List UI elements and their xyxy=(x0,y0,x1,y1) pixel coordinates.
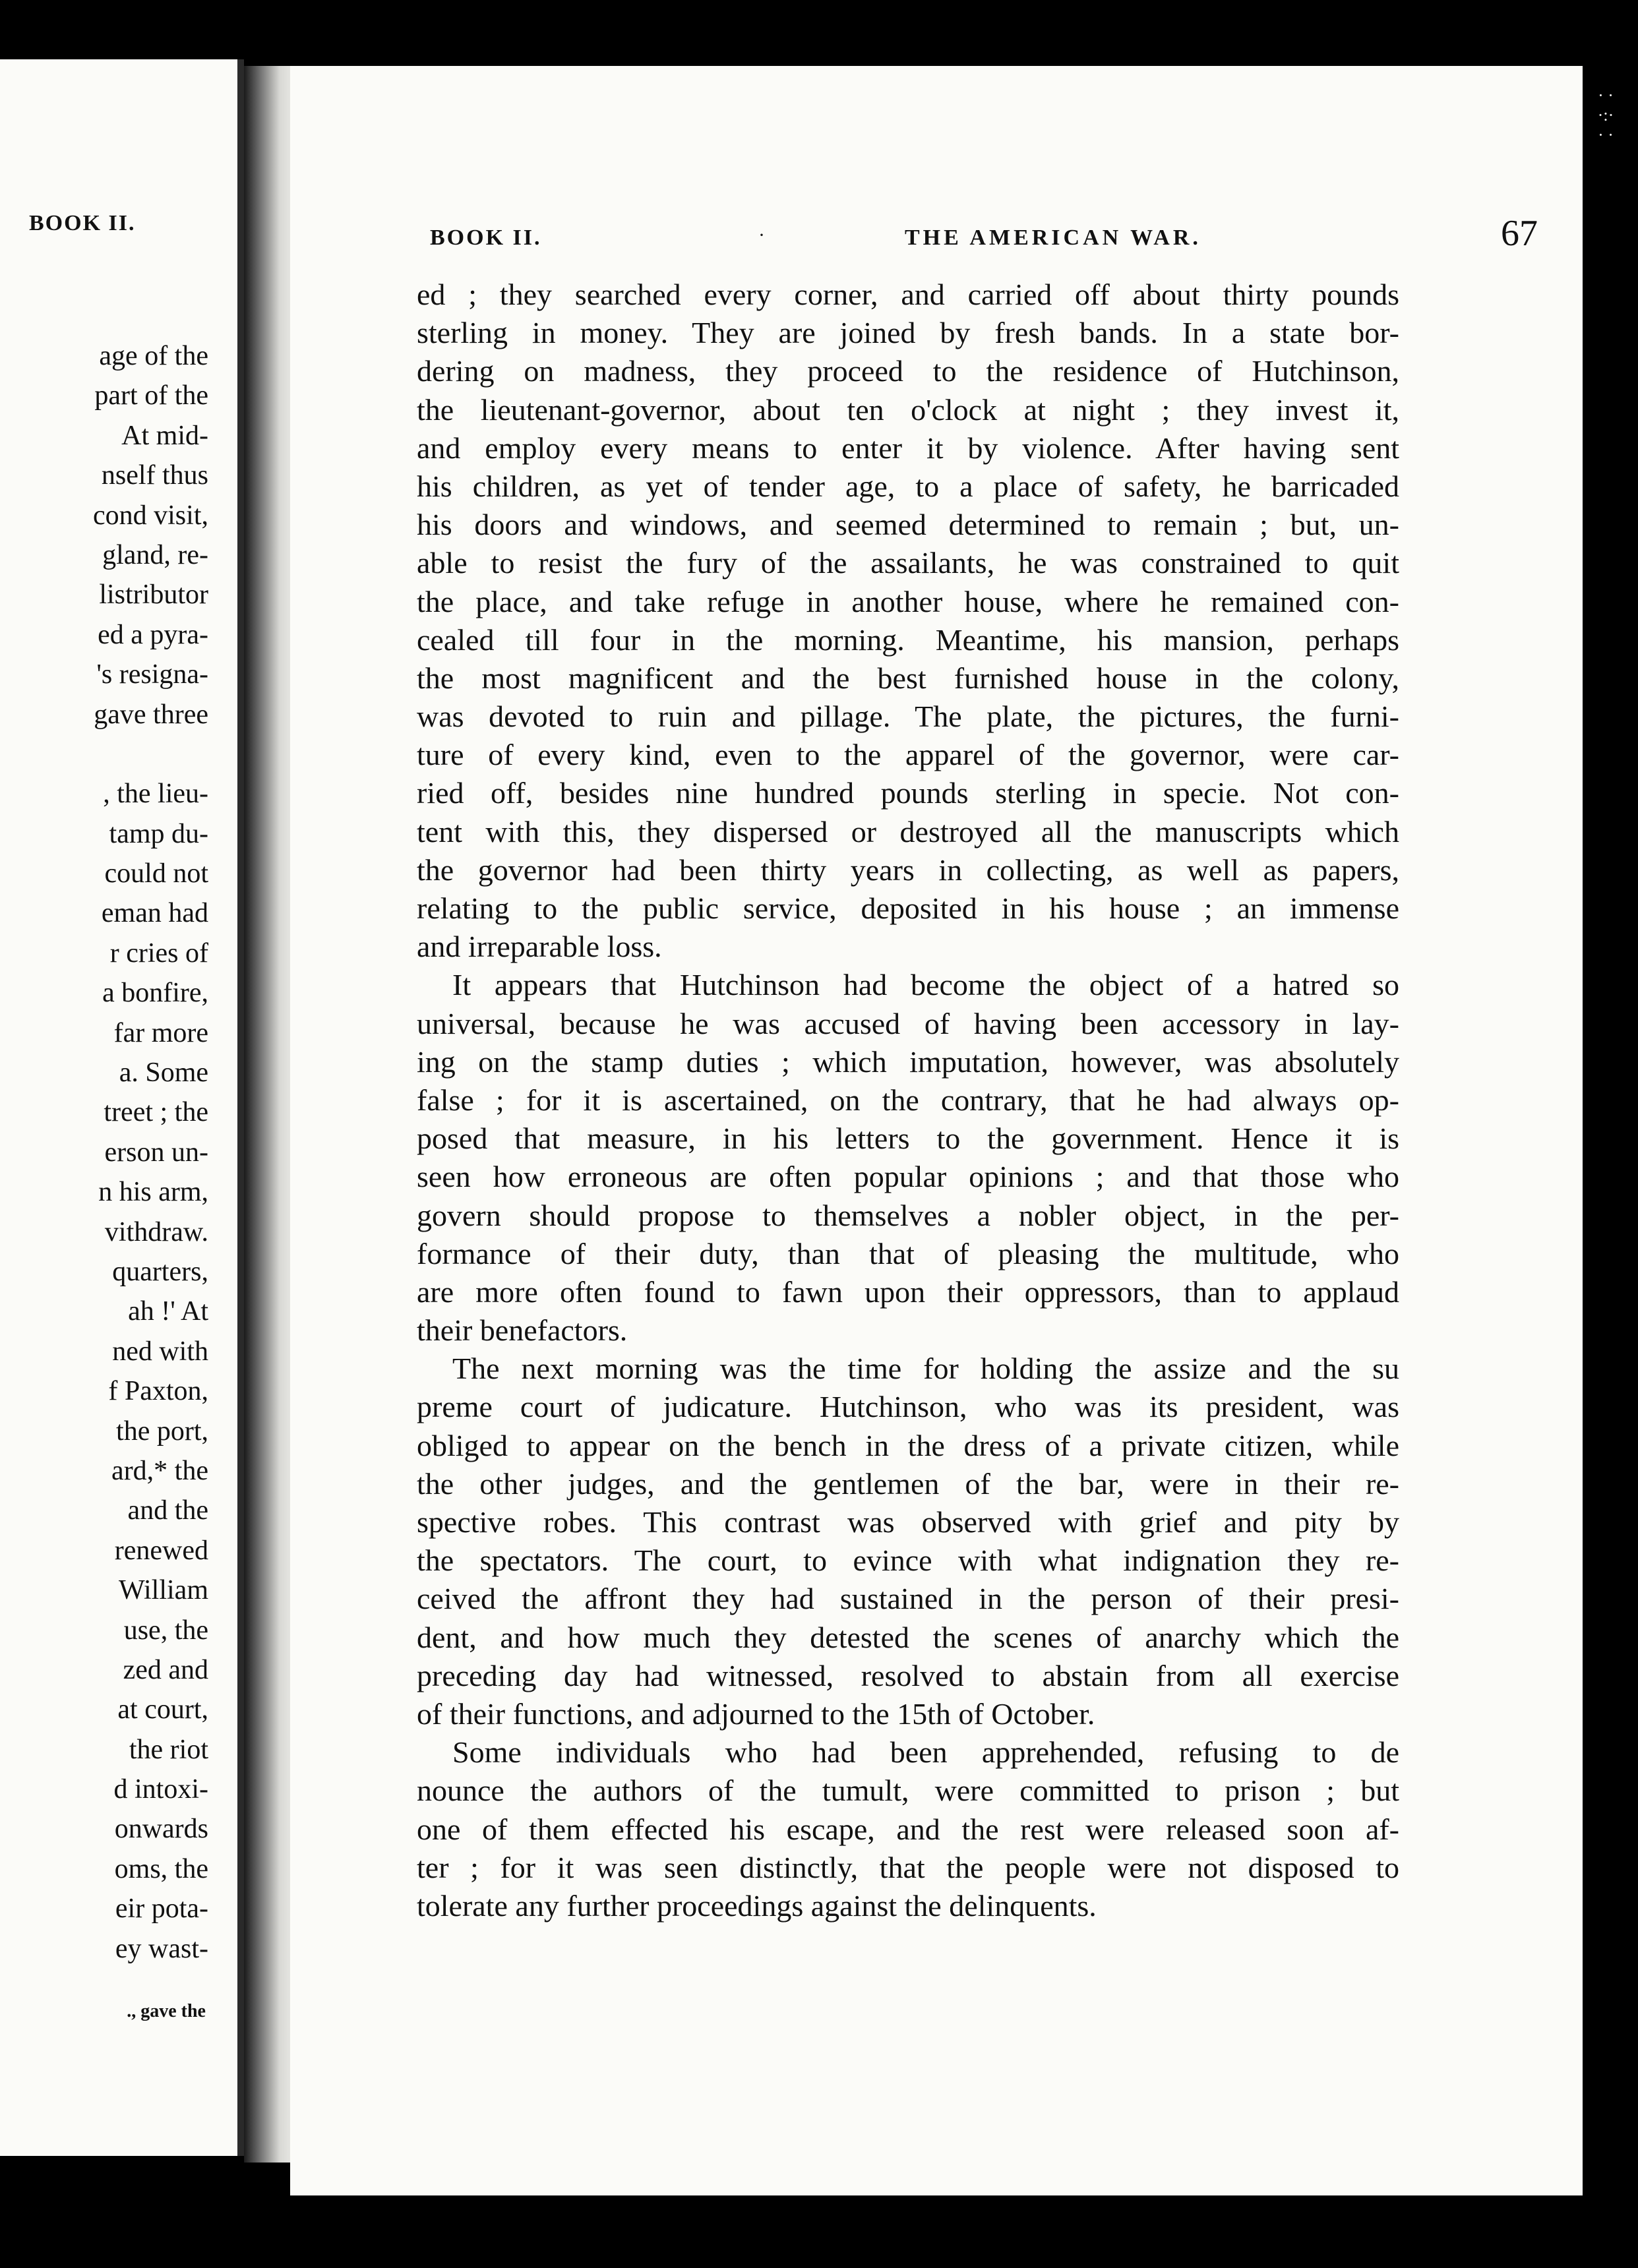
left-text-line: onwards xyxy=(114,1814,208,1845)
text-line: sterling in money. They are joined by fresh bands. In a state bor- xyxy=(417,316,1399,350)
left-running-head: BOOK II. xyxy=(29,211,136,235)
text-line: and employ every means to enter it by violence. After having sent xyxy=(417,431,1399,465)
text-line: universal, because he was accused of having been accessory in lay- xyxy=(417,1006,1399,1040)
text-line: cealed till four in the morning. Meantime, his mansion, perhaps xyxy=(417,622,1399,657)
text-line: spective robes. This contrast was observed with grief and pity by xyxy=(417,1505,1399,1539)
text-line: his children, as yet of tender age, to a place of safety, he barricaded xyxy=(417,469,1399,503)
left-text-line: part of the xyxy=(94,380,208,411)
text-line: the spectators. The court, to evince with what indignation they re- xyxy=(417,1543,1399,1578)
text-line: obliged to appear on the bench in the dress of a private citizen, while xyxy=(417,1428,1399,1462)
text-line: It appears that Hutchinson had become the object of a hatred so xyxy=(452,968,1399,1002)
left-text-line: a. Some xyxy=(119,1058,208,1089)
text-line: his doors and windows, and seemed determined to remain ; but, un- xyxy=(417,508,1399,542)
text-line: able to resist the fury of the assailants, he was constrained to quit xyxy=(417,546,1399,580)
text-line: are more often found to fawn upon their oppressors, than to applaud xyxy=(417,1274,1399,1309)
left-text-line: eman had xyxy=(101,898,208,929)
text-line: ing on the stamp duties ; which imputation, however, was absolutely xyxy=(417,1044,1399,1079)
left-text-line: use, the xyxy=(123,1615,208,1646)
left-text-line: at court, xyxy=(117,1694,208,1725)
left-text-line: renewed xyxy=(114,1535,208,1566)
left-text-line: quarters, xyxy=(112,1256,208,1287)
left-text-line: vithdraw. xyxy=(104,1216,208,1247)
left-text-line: erson un- xyxy=(104,1137,208,1168)
left-text-line: 's resigna- xyxy=(96,659,208,690)
text-line: the place, and take refuge in another house, where he remained con- xyxy=(417,584,1399,618)
text-line: govern should propose to themselves a nobler object, in the per- xyxy=(417,1198,1399,1232)
left-text-line: At mid- xyxy=(121,420,208,451)
left-text-line: cond visit, xyxy=(93,500,208,531)
running-head xyxy=(430,212,1538,258)
left-text-line: , the lieu- xyxy=(103,779,208,810)
text-line: ceived the affront they had sustained in the person of their presi- xyxy=(417,1582,1399,1616)
text-line: tent with this, they dispersed or destroyed all the manuscripts which xyxy=(417,814,1399,849)
text-line: relating to the public service, deposited in his house ; an immense xyxy=(417,891,1399,925)
text-line: was devoted to ruin and pillage. The plate, the pictures, the furni- xyxy=(417,700,1399,734)
running-head-title: THE AMERICAN WAR. xyxy=(905,225,1201,250)
text-line: the most magnificent and the best furnished house in the colony, xyxy=(417,661,1399,695)
body-text xyxy=(417,276,1399,1925)
left-text-line: ah !' At xyxy=(128,1296,208,1327)
left-text-line: the riot xyxy=(129,1734,208,1765)
left-text-line: gland, re- xyxy=(102,539,208,570)
left-text-line: nself thus xyxy=(101,460,208,491)
text-line: ed ; they searched every corner, and carried off about thirty pounds xyxy=(417,278,1399,311)
text-line: the governor had been thirty years in collecting, as well as papers, xyxy=(417,852,1399,887)
left-text-line: ey wast- xyxy=(115,1933,208,1964)
text-line: of their functions, and adjourned to the 15th of October. xyxy=(417,1696,1095,1731)
left-text-line: the port, xyxy=(116,1416,208,1447)
left-text-line: f Paxton, xyxy=(108,1376,208,1407)
left-text-line: and the xyxy=(127,1495,208,1526)
text-line: false ; for it is ascertained, on the contrary, that he had always op- xyxy=(417,1083,1399,1117)
left-text-line: far more xyxy=(113,1017,208,1048)
left-text-line: d intoxi- xyxy=(113,1774,208,1805)
left-text-line: treet ; the xyxy=(104,1097,208,1128)
text-line: dent, and how much they detested the scenes of anarchy which the xyxy=(417,1620,1399,1654)
left-text-line: ard,* the xyxy=(111,1455,208,1486)
text-line: seen how erroneous are often popular opinions ; and that those who xyxy=(417,1160,1399,1194)
left-text-line: eir pota- xyxy=(115,1894,208,1925)
running-head-book: BOOK II. xyxy=(430,225,542,250)
left-text-line: tamp du- xyxy=(109,818,208,849)
text-line: posed that measure, in his letters to the government. Hence it is xyxy=(417,1121,1399,1156)
text-line: preme court of judicature. Hutchinson, who was its president, was xyxy=(417,1390,1399,1424)
left-text-line: William xyxy=(119,1575,208,1606)
page-number: 67 xyxy=(1501,213,1538,254)
left-text-line: gave three xyxy=(94,699,208,730)
left-text-line: ed a pyra- xyxy=(98,619,208,650)
left-text-line: n his arm, xyxy=(98,1177,208,1208)
left-text-line: ned with xyxy=(112,1336,208,1367)
edge-specks: · · ·:· · · xyxy=(1597,86,1614,144)
right-scan-border xyxy=(1583,66,1638,2195)
left-text-line: zed and xyxy=(123,1654,208,1685)
text-line: preceding day had witnessed, resolved to abstain from all exercise xyxy=(417,1658,1399,1692)
text-line: ture of every kind, even to the apparel of the governor, were car- xyxy=(417,738,1399,772)
bottom-scan-border xyxy=(0,2195,1638,2268)
left-footnote-fragment: ., gave the xyxy=(127,2001,206,2021)
left-text-line: age of the xyxy=(99,341,208,371)
left-text-line: oms, the xyxy=(114,1853,208,1884)
text-line: their benefactors. xyxy=(417,1313,628,1348)
running-head-separator: · xyxy=(758,224,765,246)
left-text-line: a bonfire, xyxy=(102,978,208,1009)
text-line: the other judges, and the gentlemen of the bar, were in their re- xyxy=(417,1466,1399,1501)
text-line: and irreparable loss. xyxy=(417,930,662,964)
text-line: Some individuals who had been apprehended, refusing to de xyxy=(452,1735,1399,1770)
text-line: one of them effected his escape, and the rest were released soon af- xyxy=(417,1812,1399,1846)
text-line: formance of their duty, than that of pleasing the multitude, who xyxy=(417,1236,1399,1270)
text-line: The next morning was the time for holding the assize and the su xyxy=(452,1352,1399,1386)
text-line: nounce the authors of the tumult, were committed to prison ; but xyxy=(417,1774,1399,1808)
text-line: dering on madness, they proceed to the residence of Hutchinson, xyxy=(417,354,1399,388)
text-line: the lieutenant-governor, about ten o'clock at night ; they invest it, xyxy=(417,392,1399,427)
left-text-line: could not xyxy=(104,858,208,889)
right-page xyxy=(290,66,1583,2195)
text-line: tolerate any further proceedings against the delinquents. xyxy=(417,1888,1097,1923)
text-line: ried off, besides nine hundred pounds sterling in specie. Not con- xyxy=(417,776,1399,810)
left-facing-page xyxy=(0,59,244,2156)
left-text-line: listributor xyxy=(99,580,208,611)
left-page-text xyxy=(0,336,208,1969)
text-line: ter ; for it was seen distinctly, that the people were not disposed to xyxy=(417,1850,1399,1884)
left-text-line xyxy=(0,734,208,774)
left-text-line: r cries of xyxy=(109,938,208,969)
